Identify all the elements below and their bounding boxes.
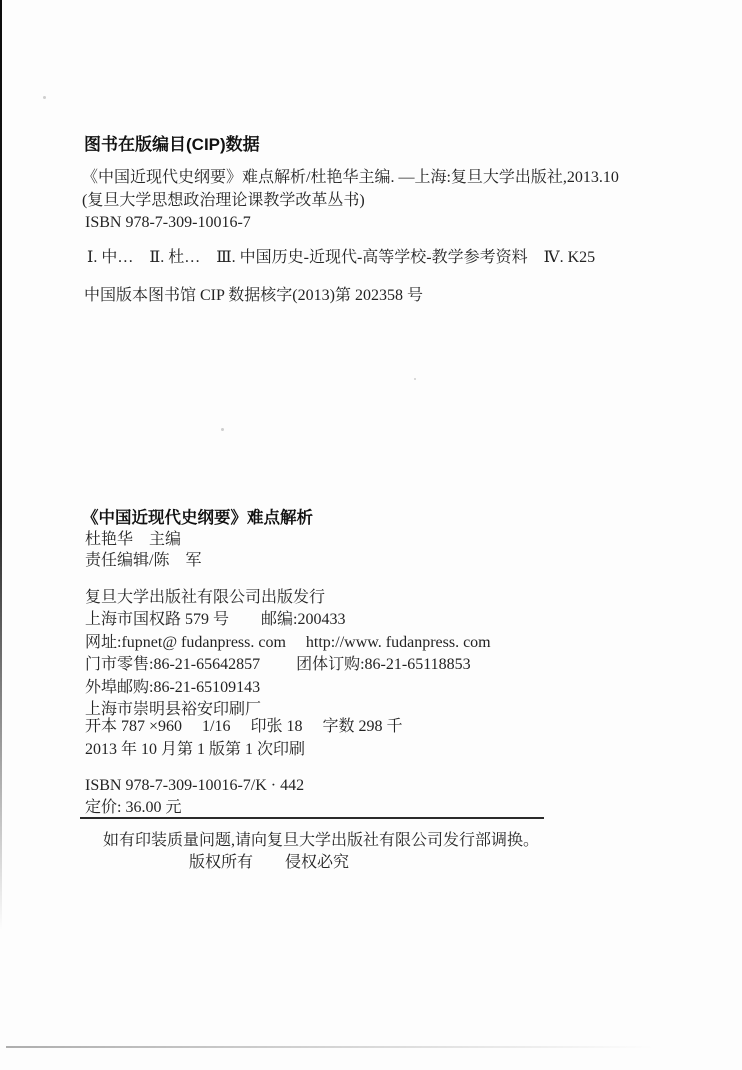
cip-registry: 中国版本图书馆 CIP 数据核字(2013)第 202358 号: [84, 287, 423, 304]
cip-isbn-line: ISBN 978-7-309-10016-7: [85, 214, 251, 231]
mail-order-line: 外埠邮购:86-21-65109143: [85, 679, 261, 696]
dust-speck: [221, 428, 224, 431]
quality-notice: 如有印装质量问题,请向复旦大学出版社有限公司发行部调换。: [103, 832, 540, 849]
book-title: 《中国近现代史纲要》难点解析: [82, 509, 313, 527]
printer-line: 上海市崇明县裕安印刷厂: [85, 701, 262, 718]
responsible-editor-line: 责任编辑/陈 军: [85, 552, 202, 569]
cip-heading: 图书在版编目(CIP)数据: [84, 135, 260, 154]
copyright-statement: 版权所有 侵权必究: [189, 854, 350, 871]
editor-line: 杜艳华 主编: [85, 531, 182, 548]
scan-bottom-shadow: [6, 1046, 654, 1048]
isbn-line: ISBN 978-7-309-10016-7/K · 442: [85, 777, 305, 794]
address-line: 上海市国权路 579 号 邮编:200433: [85, 611, 346, 628]
price-line: 定价: 36.00 元: [85, 799, 182, 816]
format-line: 开本 787 ×960 1/16 印张 18 字数 298 千: [85, 718, 403, 735]
cip-entry-line: 《中国近现代史纲要》难点解析/杜艳华主编. —上海:复旦大学出版社,2013.10: [82, 169, 619, 186]
website-line: 网址:fupnet@ fudanpress. com http://www. fudanpress. com: [85, 634, 491, 651]
cip-classification: Ⅰ. 中… Ⅱ. 杜… Ⅲ. 中国历史-近现代-高等学校-教学参考资料 Ⅳ. K25: [87, 249, 596, 266]
scan-edge-artifact: [0, 0, 2, 930]
dust-speck: [43, 96, 46, 99]
retail-phone-line: 门市零售:86-21-65642857 团体订购:86-21-65118853: [85, 656, 471, 673]
dust-speck: [414, 378, 416, 380]
publisher-line: 复旦大学出版社有限公司出版发行: [85, 589, 326, 606]
divider-rule: [80, 817, 544, 819]
cip-series-line: (复旦大学思想政治理论课教学改革丛书): [82, 192, 365, 209]
edition-line: 2013 年 10 月第 1 版第 1 次印刷: [85, 741, 306, 758]
